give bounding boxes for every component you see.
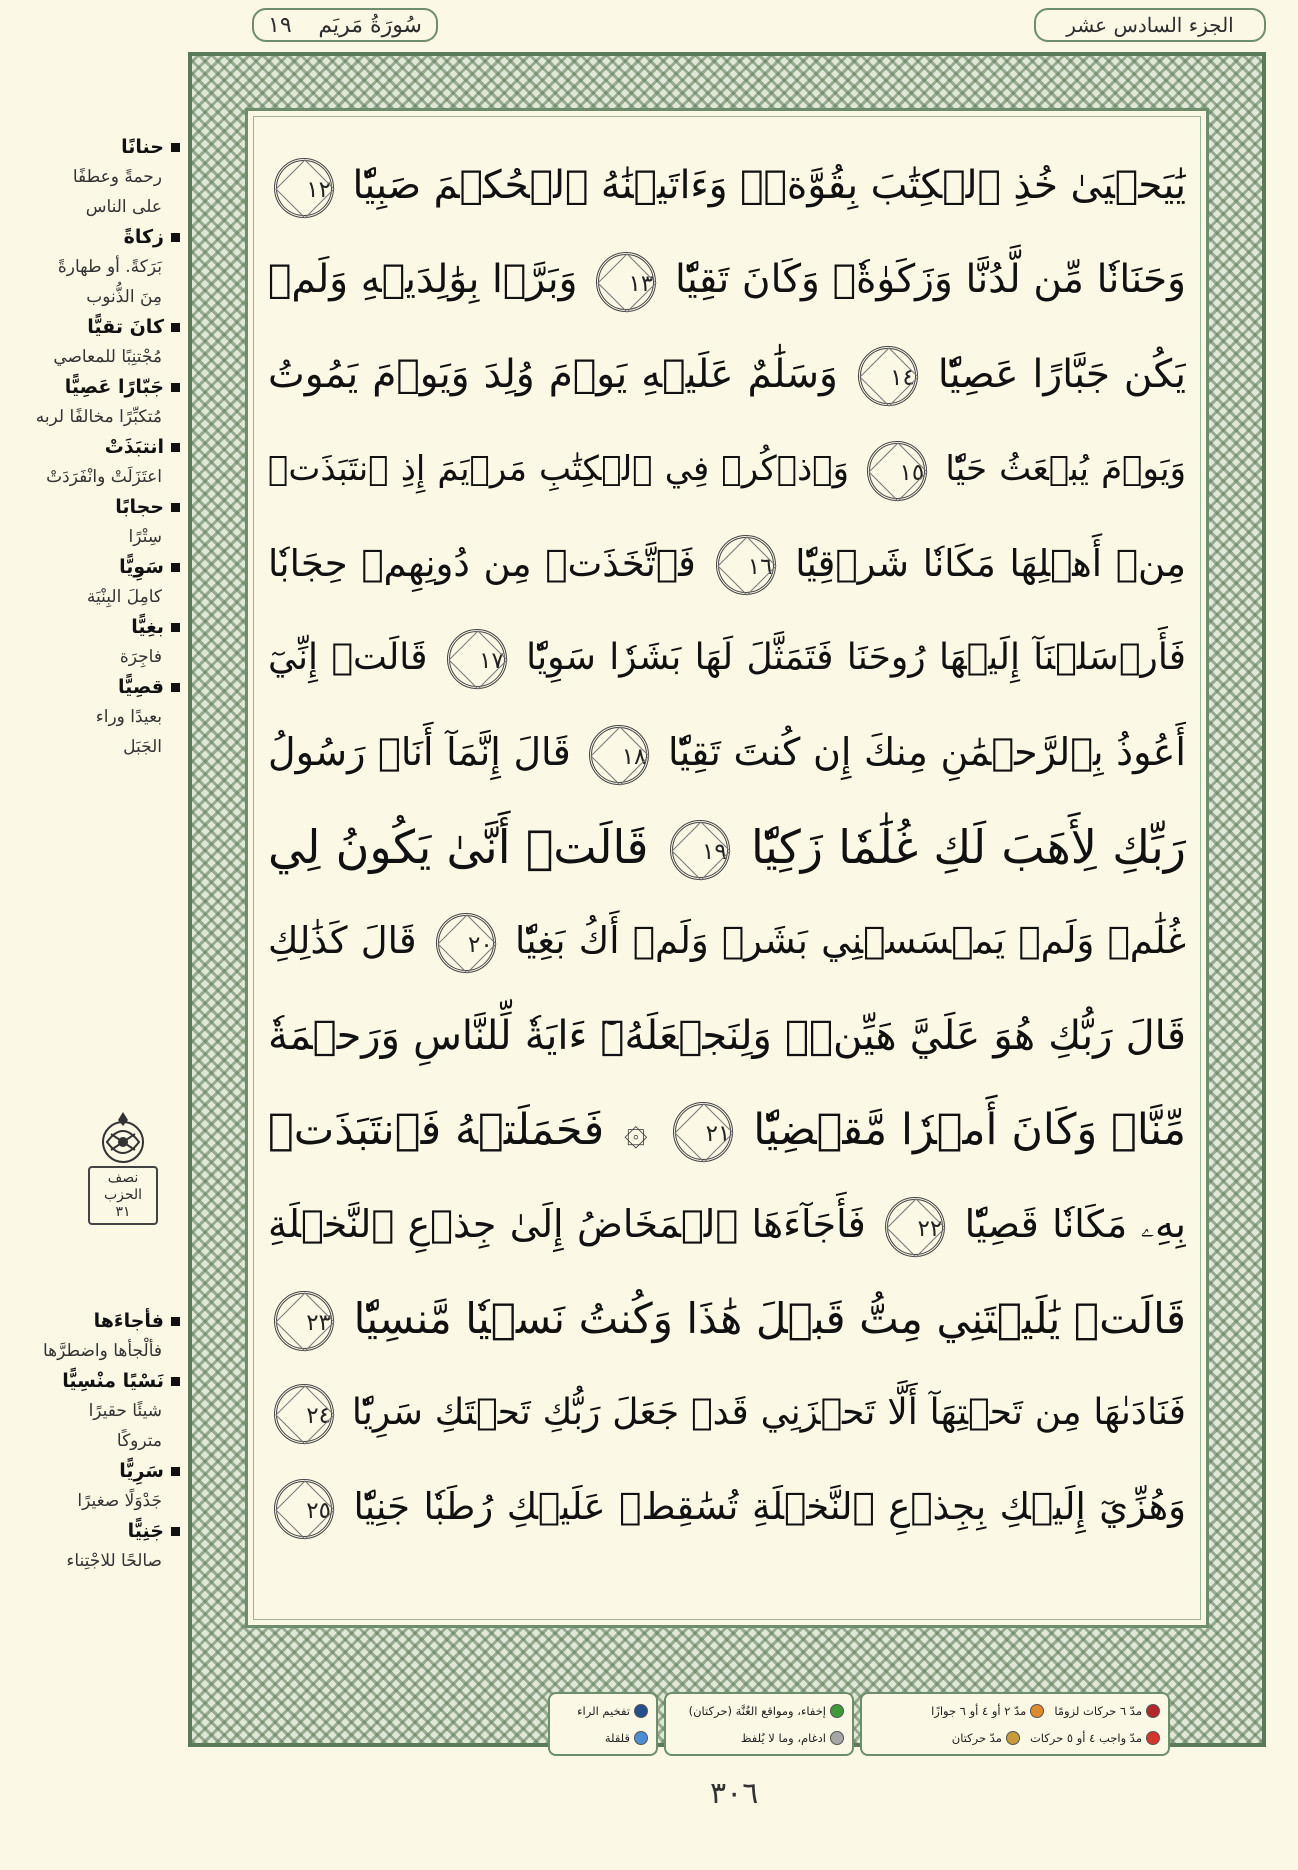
verse-text: قَالَتۡ أَنَّىٰ يَكُونُ لِي xyxy=(268,819,649,874)
verse-text: وَٱذۡكُرۡ فِي ٱلۡكِتَٰبِ مَرۡيَمَ إِذِ ٱنتَبَذَتۡ xyxy=(268,449,850,490)
juz-title xyxy=(1034,8,1266,42)
legend-item xyxy=(1030,1731,1160,1745)
bullet-square-icon xyxy=(171,563,180,572)
glossary-word-text: سَرِيًّا xyxy=(119,1460,164,1482)
verse-text: فَأَجَآءَهَا ٱلۡمَخَاضُ إِلَىٰ جِذۡعِ ٱلنَّخۡلَةِ xyxy=(268,1202,866,1247)
glossary-definition: فاجِرَة xyxy=(119,647,162,667)
verse-text: بِهِۦ مَكَانٗا قَصِيّٗا xyxy=(964,1202,1186,1247)
glossary-definition: بَرَكةً. أو طهارةً xyxy=(57,257,162,277)
surah-name: سُورَةُ مَريَم xyxy=(318,12,422,38)
color-dot-icon xyxy=(1006,1731,1020,1745)
glossary-word-text: قصِيًّا xyxy=(117,676,164,698)
glossary-word-text: حجابًا xyxy=(115,496,164,518)
legend-label: تفخيم الراء xyxy=(577,1703,630,1718)
glossary-word-text: كانَ تقيًّا xyxy=(87,316,164,338)
glossary-word xyxy=(4,552,180,582)
legend-label: مدّ ٦ حركات لزومًا xyxy=(1054,1703,1142,1718)
glossary-definition: فألْجأها واضطرَّها xyxy=(42,1341,162,1361)
page-frame xyxy=(188,12,1266,1747)
legend-label: قلقلة xyxy=(604,1730,630,1745)
verse-line xyxy=(268,611,1186,705)
glossary-definition: على الناس xyxy=(85,197,162,217)
legend-row xyxy=(674,1704,844,1718)
ayah-number: ٢٣ xyxy=(274,1291,334,1351)
legend-label: إخفاء، ومواقع الغُنَّة (حركتان) xyxy=(688,1703,826,1718)
verse-text: قَالَ رَبُّكِ هُوَ عَلَيَّ هَيِّنٞۖ وَلِنَجۡعَلَهُۥٓ ءَايَةٗ لِّلنَّاسِ وَرَحۡمَةٗ xyxy=(268,1012,1186,1059)
legend-item xyxy=(741,1731,844,1745)
glossary-definition: صالحًا للاجْتِناء xyxy=(66,1551,162,1571)
verse-text: قَالَ إِنَّمَآ أَنَا۠ رَسُولُ xyxy=(268,730,571,775)
ayah-number: ١٥ xyxy=(867,441,927,501)
verse-text: قَالَتۡ إِنِّيٓ xyxy=(268,636,428,678)
glossary-word xyxy=(4,492,180,522)
bullet-square-icon xyxy=(171,1317,180,1326)
verse-text: مِّنَّاۚ وَكَانَ أَمۡرٗا مَّقۡضِيّٗا xyxy=(753,1104,1186,1155)
glossary-word xyxy=(4,612,180,642)
legend-row xyxy=(870,1704,1160,1718)
verse-text: غُلَٰمٞ وَلَمۡ يَمۡسَسۡنِي بَشَرٞ وَلَمۡ أَكُ بَغِيّٗا xyxy=(514,919,1186,963)
hizb-ornament-icon xyxy=(95,1110,151,1166)
ayah-number: ١٧ xyxy=(447,629,507,689)
bullet-square-icon xyxy=(171,503,180,512)
text-area xyxy=(245,108,1209,1628)
ayah-number: ٢٢ xyxy=(885,1197,945,1257)
bullet-square-icon xyxy=(171,323,180,332)
color-dot-icon xyxy=(830,1731,844,1745)
verse-line xyxy=(268,989,1186,1083)
verse-line xyxy=(268,705,1186,799)
glossary-word xyxy=(4,1366,180,1396)
verse-text: وَبَرَّۢا بِوَٰلِدَيۡهِ وَلَمۡ xyxy=(268,257,578,303)
ayah-number: ١٨ xyxy=(589,725,649,785)
glossary-bottom xyxy=(4,1306,180,1576)
legend-label: مدّ واجب ٤ أو ٥ حركات xyxy=(1029,1730,1142,1745)
hizb-num: ٣١ xyxy=(115,1204,131,1220)
verse-line xyxy=(268,800,1186,894)
glossary-definition: كامِلَ البِنْيَة xyxy=(86,587,162,607)
legend-row xyxy=(674,1731,844,1745)
glossary-word xyxy=(4,372,180,402)
bullet-square-icon xyxy=(171,1467,180,1476)
glossary-definition: الجَبَل xyxy=(123,737,162,757)
bullet-square-icon xyxy=(171,623,180,632)
bullet-square-icon xyxy=(171,233,180,242)
bullet-square-icon xyxy=(171,143,180,152)
verse-text: أَعُوذُ بِٱلرَّحۡمَٰنِ مِنكَ إِن كُنتَ تَقِيّٗا xyxy=(668,730,1186,775)
glossary-word-text: جَنِيًّا xyxy=(127,1520,164,1542)
verse-line xyxy=(268,1083,1186,1177)
legend-row xyxy=(558,1731,648,1745)
verse-line xyxy=(268,422,1186,516)
hizb-box xyxy=(88,1166,158,1225)
verse-line xyxy=(268,1460,1186,1554)
legend-madd xyxy=(860,1692,1170,1756)
hizb-marker xyxy=(88,1110,158,1225)
legend-item xyxy=(1054,1704,1160,1718)
legend-label: مدّ حركتان xyxy=(951,1730,1002,1745)
glossary-word-text: حنانًا xyxy=(121,136,164,158)
ayah-number: ٢١ xyxy=(673,1102,733,1162)
glossary-word xyxy=(4,222,180,252)
verse-text: وَيَوۡمَ يُبۡعَثُ حَيّٗا xyxy=(945,449,1186,490)
verse-text: فَٱتَّخَذَتۡ مِن دُونِهِمۡ حِجَابٗا xyxy=(268,541,696,585)
verse-text: وَسَلَٰمٌ عَلَيۡهِ يَوۡمَ وُلِدَ وَيَوۡمَ يَمُوتُ xyxy=(268,351,838,397)
verse-line xyxy=(268,139,1186,233)
bullet-square-icon xyxy=(171,1377,180,1386)
ayah-number: ٢٥ xyxy=(274,1479,334,1539)
hizb-top: نصف xyxy=(107,1170,139,1186)
bullet-square-icon xyxy=(171,443,180,452)
color-dot-icon xyxy=(830,1704,844,1718)
ayah-number: ٢٤ xyxy=(274,1384,334,1444)
glossary-definition: مِنَ الذُّنوب xyxy=(86,287,162,307)
ayah-number: ١٤ xyxy=(858,346,918,406)
legend-label: ادغام، وما لا يُلفظ xyxy=(740,1730,826,1745)
glossary-word-text: جَبّارًا عَصِيًّا xyxy=(64,376,164,398)
verse-text: فَحَمَلَتۡهُ فَٱنتَبَذَتۡ xyxy=(268,1104,605,1155)
legend-row xyxy=(870,1731,1160,1745)
legend-label: مدّ ٢ أو ٤ أو ٦ جوازًا xyxy=(931,1703,1027,1718)
glossary-definition: رحمةً وعطفًا xyxy=(72,167,162,187)
tajweed-legend xyxy=(398,1692,1170,1756)
glossary-definition: اعتَزَلَتْ وانْفَرَدَتْ xyxy=(46,467,162,487)
glossary-word xyxy=(4,672,180,702)
glossary-definition: شيئًا حقيرًا xyxy=(88,1401,162,1421)
legend-item xyxy=(689,1704,844,1718)
glossary-word xyxy=(4,1456,180,1486)
verse-text: فَأَرۡسَلۡنَآ إِلَيۡهَا رُوحَنَا فَتَمَثَّلَ لَهَا بَشَرٗا سَوِيّٗا xyxy=(526,636,1186,678)
color-dot-icon xyxy=(1146,1704,1160,1718)
verse-line xyxy=(268,894,1186,988)
glossary-word xyxy=(4,312,180,342)
legend-item xyxy=(952,1731,1020,1745)
glossary-word xyxy=(4,432,180,462)
surah-number: ١٩ xyxy=(268,12,292,38)
legend-row xyxy=(558,1704,648,1718)
ayah-number: ١٦ xyxy=(716,535,776,595)
legend-tafkhim xyxy=(548,1692,658,1756)
glossary-word-text: زكاةً xyxy=(123,226,164,248)
bullet-square-icon xyxy=(171,1527,180,1536)
ayah-number: ١٣ xyxy=(596,252,656,312)
legend-item xyxy=(577,1704,648,1718)
verse-text: وَهُزِّيٓ إِلَيۡكِ بِجِذۡعِ ٱلنَّخۡلَةِ تُسَٰقِطۡ عَلَيۡكِ رُطَبٗا جَنِيّٗا xyxy=(353,1485,1186,1529)
glossary-word xyxy=(4,1516,180,1546)
rub-el-hizb-icon: ۞ xyxy=(624,1107,648,1154)
verse-text: مِنۡ أَهۡلِهَا مَكَانٗا شَرۡقِيّٗا xyxy=(795,541,1186,585)
color-dot-icon xyxy=(634,1704,648,1718)
glossary-word xyxy=(4,1306,180,1336)
verse-lines xyxy=(268,139,1186,1555)
ayah-number: ١٢ xyxy=(274,158,334,218)
legend-ikhfa xyxy=(664,1692,854,1756)
verse-text: يَكُن جَبَّارًا عَصِيّٗا xyxy=(937,351,1186,397)
verse-text: يَٰيَحۡيَىٰ خُذِ ٱلۡكِتَٰبَ بِقُوَّةٖۖ وَءَاتَيۡنَٰهُ ٱلۡحُكۡمَ صَبِيّٗا xyxy=(352,163,1186,208)
ayah-number: ١٩ xyxy=(670,820,730,880)
verse-text: وَحَنَانٗا مِّن لَّدُنَّا وَزَكَوٰةٗۖ وَكَانَ تَقِيّٗا xyxy=(674,257,1186,303)
legend-item xyxy=(931,1704,1044,1718)
verse-text: قَالَتۡ يَٰلَيۡتَنِي مِتُّ قَبۡلَ هَٰذَا وَكُنتُ نَسۡيٗا مَّنسِيّٗا xyxy=(353,1293,1186,1343)
glossary-definition: مُجْتنِبًا للمعاصي xyxy=(53,347,162,367)
glossary-top xyxy=(4,132,180,762)
glossary-word-text: فأجاءَها xyxy=(93,1310,164,1332)
verse-line xyxy=(268,1177,1186,1271)
color-dot-icon xyxy=(1030,1704,1044,1718)
verse-text: قَالَ كَذَٰلِكِ xyxy=(268,919,417,963)
verse-text: رَبِّكِ لِأَهَبَ لَكِ غُلَٰمٗا زَكِيّٗا xyxy=(750,819,1186,874)
verse-line xyxy=(268,233,1186,327)
glossary-word-text: نَسْيًا منْسِيًّا xyxy=(62,1370,164,1392)
ayah-number: ٢٠ xyxy=(436,913,496,973)
legend-item xyxy=(605,1731,648,1745)
glossary-word-text: انتبَذَتْ xyxy=(104,436,164,458)
bullet-square-icon xyxy=(171,683,180,692)
surah-title xyxy=(252,8,438,42)
verse-line xyxy=(268,328,1186,422)
juz-label: الجزء السادس عشر xyxy=(1066,13,1234,37)
glossary-word-text: سَوِيًّا xyxy=(119,556,164,578)
glossary-word-text: بغِيًّا xyxy=(131,616,164,638)
verse-text: فَنَادَىٰهَا مِن تَحۡتِهَآ أَلَّا تَحۡزَنِي قَدۡ جَعَلَ رَبُّكِ تَحۡتَكِ سَرِيّٗا xyxy=(351,1392,1186,1434)
verse-line xyxy=(268,517,1186,611)
color-dot-icon xyxy=(634,1731,648,1745)
glossary-definition: بعيدًا وراء xyxy=(95,707,162,727)
verse-line xyxy=(268,1272,1186,1366)
glossary-definition: جَدْوَلًا صغيرًا xyxy=(77,1491,162,1511)
hizb-mid: الحزب xyxy=(103,1187,143,1203)
glossary-definition: سِتْرًا xyxy=(128,527,162,547)
glossary-definition: مُتكبِّرًا مخالفًا لربه xyxy=(35,407,162,427)
bullet-square-icon xyxy=(171,383,180,392)
page-number: ٣٠٦ xyxy=(710,1776,759,1811)
glossary-word xyxy=(4,132,180,162)
color-dot-icon xyxy=(1146,1731,1160,1745)
glossary-definition: متروكًا xyxy=(116,1431,162,1451)
verse-line xyxy=(268,1366,1186,1460)
